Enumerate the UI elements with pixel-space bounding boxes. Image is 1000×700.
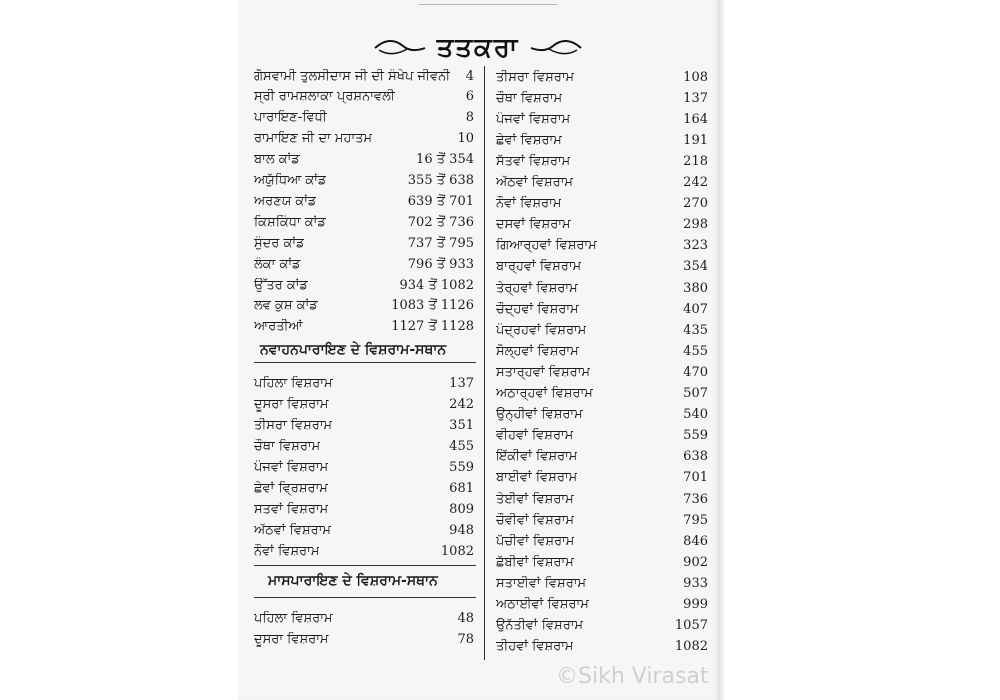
list-item xyxy=(254,500,474,520)
list-item xyxy=(496,405,708,425)
entry-label: ਉਨ੍ਹੀਵਾਂ ਵਿਸ਼ਰਾਮ xyxy=(496,407,583,423)
list-item xyxy=(496,320,708,340)
entry-label: ਗੋਸਵਾਮੀ ਤੁਲਸੀਦਾਸ ਜੀ ਦੀ ਸੰਖੇਪ ਜੀਵਨੀ xyxy=(254,68,451,84)
entry-label: ਕਿਸ਼ਕਿੰਧਾ ਕਾਂਡ xyxy=(254,214,326,230)
page-number: 407 xyxy=(683,301,708,317)
copyright-watermark: ©Sikh Virasat xyxy=(556,664,709,689)
list-item xyxy=(496,468,708,488)
entry-label: ਲੰਕਾ ਕਾਂਡ xyxy=(254,256,301,272)
entry-label: ਦਸਵਾਂ ਵਿਸ਼ਰਾਮ xyxy=(496,217,571,233)
entry-label: ਚੌਦ੍ਹਵਾਂ ਵਿਸ਼ਰਾਮ xyxy=(496,301,579,317)
list-item xyxy=(496,151,708,171)
list-item xyxy=(254,108,474,128)
mas-overline xyxy=(254,565,476,566)
page-number: 902 xyxy=(683,554,708,570)
entry-label: ਚੌਵੀਵਾਂ ਵਿਸ਼ਰਾਮ xyxy=(496,512,575,528)
entry-label: ਸੱਤਵਾਂ ਵਿਸ਼ਰਾਮ xyxy=(496,153,571,169)
entry-label: ਚੌਥਾ ਵਿਸ਼ਰਾਮ xyxy=(254,438,321,454)
entry-label: ਛੇਵਾਂ ਵਿਸ਼ਰਾਮ xyxy=(496,132,562,148)
entry-label: ਸੁੰਦਰ ਕਾਂਡ xyxy=(254,235,305,251)
page-number: 737 ਤੋਂ 795 xyxy=(407,235,474,251)
page-number: 191 xyxy=(683,132,708,148)
page-number: 1057 xyxy=(674,618,708,634)
entry-label: ਆਰਤੀਆਂ xyxy=(254,319,303,335)
list-item xyxy=(496,362,708,382)
list-item xyxy=(254,66,474,86)
page-number: 795 xyxy=(683,512,708,528)
page-number: 218 xyxy=(683,153,708,169)
page-number: 6 xyxy=(465,89,474,105)
page-number: 164 xyxy=(683,111,708,127)
page-number: 354 xyxy=(683,259,708,275)
page-number: 933 xyxy=(683,575,708,591)
entry-label: ਨੌਵਾਂ ਵਿਸ਼ਰਾਮ xyxy=(496,196,562,212)
entry-label: ਵੀਹਵਾਂ ਵਿਸ਼ਰਾਮ xyxy=(496,428,574,444)
mas-underline xyxy=(254,597,476,598)
list-item xyxy=(496,489,708,509)
page-number: 351 xyxy=(449,417,474,433)
page-number: 639 ਤੋਂ 701 xyxy=(407,193,474,209)
entry-label: ਸੋਲ੍ਹਵਾਂ ਵਿਸ਼ਰਾਮ xyxy=(496,343,579,359)
list-item xyxy=(496,384,708,404)
entry-label: ਉਨੱਤੀਵਾਂ ਵਿਸ਼ਰਾਮ xyxy=(496,618,584,634)
entry-label: ਪੰਜਵਾਂ ਵਿਸ਼ਰਾਮ xyxy=(496,111,571,127)
list-item xyxy=(254,415,474,435)
entry-label: ਬਾਲ ਕਾਂਡ xyxy=(254,152,300,168)
page-number: 559 xyxy=(449,459,474,475)
list-item xyxy=(496,637,708,657)
list-item xyxy=(496,510,708,530)
entry-label: ਅੱਠਵਾਂ ਵਿਸ਼ਰਾਮ xyxy=(254,523,331,539)
list-item xyxy=(496,552,708,572)
list-item xyxy=(254,457,474,477)
list-item xyxy=(496,109,708,129)
list-item xyxy=(496,595,708,615)
page-number: 48 xyxy=(457,610,474,626)
page-number: 137 xyxy=(449,375,474,391)
entry-label: ਇੱਕੀਵਾਂ ਵਿਸ਼ਰਾਮ xyxy=(496,449,578,465)
navahan-underline xyxy=(254,362,476,363)
entry-label: ਛੇਵਾਂ ਵ੍ਰਿਸ਼ਰਾਮ xyxy=(254,481,328,496)
list-item xyxy=(254,373,474,393)
list-item xyxy=(254,254,474,274)
page-number: 540 xyxy=(683,407,708,423)
list-item xyxy=(496,257,708,277)
list-item xyxy=(496,616,708,636)
list-item xyxy=(496,173,708,193)
page-number: 702 ਤੋਂ 736 xyxy=(407,214,474,230)
list-item xyxy=(254,275,474,295)
page-number: 323 xyxy=(683,238,708,254)
entry-label: ਬਾਈਵਾਂ ਵਿਸ਼ਰਾਮ xyxy=(496,470,578,486)
page-number: 507 xyxy=(683,386,708,401)
list-item xyxy=(254,296,474,316)
entry-label: ਤੇਈਵਾਂ ਵਿਸ਼ਰਾਮ xyxy=(496,491,574,507)
page-number: 846 xyxy=(683,533,708,549)
entry-label: ਅਰਣਯ ਕਾਂਡ xyxy=(254,193,317,209)
entry-label: ਸਤਾਰ੍ਹਵਾਂ ਵਿਸ਼ਰਾਮ xyxy=(496,364,591,380)
page-number: 270 xyxy=(683,196,708,212)
page-number: 298 xyxy=(683,217,708,233)
page-number: 796 ਤੋਂ 933 xyxy=(407,256,474,272)
page-number: 78 xyxy=(457,631,474,647)
list-item xyxy=(496,341,708,361)
entry-label: ਪਹਿਲਾ ਵਿਸ਼ਰਾਮ xyxy=(254,610,333,626)
entry-label: ਸਤਾਈਵਾਂ ਵਿਸ਼ਰਾਮ xyxy=(496,575,587,591)
page-number: 4 xyxy=(465,68,474,84)
mas-heading: ਮਾਸਪਾਰਾਇਣ ਦੇ ਵਿਸ਼ਰਾਮ-ਸਥਾਨ xyxy=(268,573,438,589)
list-item xyxy=(496,426,708,446)
page-number: 559 xyxy=(683,428,708,444)
page-number: 638 xyxy=(683,449,708,465)
page-number: 809 xyxy=(449,502,474,518)
list-item xyxy=(496,278,708,298)
entry-label: ਪੰਦ੍ਰਹਵਾਂ ਵਿਸ਼ਰਾਮ xyxy=(496,322,587,338)
entry-label: ਦੂਸਰਾ ਵਿਸ਼ਰਾਮ xyxy=(254,631,329,647)
entry-label: ਨੌਵਾਂ ਵਿਸ਼ਰਾਮ xyxy=(254,544,320,560)
entry-label: ਅੱਠਵਾਂ ਵਿਸ਼ਰਾਮ xyxy=(496,175,573,190)
page-number: 137 xyxy=(683,90,708,106)
entry-label: ਲਵ ਕੁਸ਼ ਕਾਂਡ xyxy=(254,298,318,314)
page-number: 999 xyxy=(683,597,708,612)
top-rule xyxy=(418,4,558,5)
list-item xyxy=(496,236,708,256)
page-number: 355 ਤੋਂ 638 xyxy=(407,173,474,188)
list-item xyxy=(254,436,474,456)
list-item xyxy=(254,212,474,232)
page-number: 1083 ਤੋਂ 1126 xyxy=(391,298,474,314)
entry-label: ਤੀਸਰਾ ਵਿਸ਼ਰਾਮ xyxy=(254,417,333,433)
list-item xyxy=(496,447,708,467)
entry-label: ਦੂਸਰਾ ਵਿਸ਼ਰਾਮ xyxy=(254,396,329,412)
page-number: 16 ਤੋਂ 354 xyxy=(416,152,474,168)
page-number: 435 xyxy=(683,322,708,338)
title-row xyxy=(368,30,588,66)
entry-label: ਤੀਹਵਾਂ ਵਿਸ਼ਰਾਮ xyxy=(496,639,574,655)
page-number: 8 xyxy=(465,110,474,126)
left-ornament-icon xyxy=(373,37,427,59)
navahan-heading: ਨਵਾਹਨਪਾਰਾਇਣ ਦੇ ਵਿਸ਼ਰਾਮ-ਸਥਾਨ xyxy=(260,342,447,358)
page-number: 455 xyxy=(449,438,474,454)
entry-label: ਛੱਬੀਵਾਂ ਵਿਸ਼ਰਾਮ xyxy=(496,554,574,570)
entry-label: ਚੌਥਾ ਵਿਸ਼ਰਾਮ xyxy=(496,90,563,106)
page-number: 1127 ਤੋਂ 1128 xyxy=(391,319,474,335)
entry-label: ਤੀਸਰਾ ਵਿਸ਼ਰਾਮ xyxy=(496,69,575,85)
page-number: 1082 xyxy=(440,544,474,560)
page-title: ਤਤਕਰਾ xyxy=(436,32,520,63)
page-number: 242 xyxy=(683,175,708,190)
book-page xyxy=(238,0,720,700)
entry-label: ਪਹਿਲਾ ਵਿਸ਼ਰਾਮ xyxy=(254,375,333,391)
entry-label: ਰਾਮਾਇਣ ਜੀ ਦਾ ਮਹਾਤਮ xyxy=(254,131,373,147)
list-item xyxy=(254,129,474,149)
list-item xyxy=(254,521,474,541)
entry-label: ਪਾਰਾਇਣ-ਵਿਧੀ xyxy=(254,110,327,126)
entry-label: ਉੱਤਰ ਕਾਂਡ xyxy=(254,277,308,293)
page-number: 948 xyxy=(449,523,474,539)
list-item xyxy=(496,299,708,319)
list-item xyxy=(254,87,474,107)
list-item xyxy=(254,479,474,499)
entry-label: ਤੇਰ੍ਹਵਾਂ ਵਿਸ਼ਰਾਮ xyxy=(496,280,578,296)
list-item xyxy=(496,88,708,108)
page-number: 736 xyxy=(683,491,708,507)
right-ornament-icon xyxy=(529,37,583,59)
entry-label: ਸ੍ਰੀ ਰਾਮਸ਼ਲਾਕਾ ਪ੍ਰਸ਼ਨਾਵਲੀ xyxy=(254,89,395,105)
page-number: 10 xyxy=(457,131,474,147)
list-item xyxy=(254,191,474,211)
page-number: 455 xyxy=(683,343,708,359)
list-item xyxy=(496,215,708,235)
list-item xyxy=(496,573,708,593)
page-number: 380 xyxy=(683,280,708,296)
list-item xyxy=(254,629,474,649)
entry-label: ਅਯੁੱਧਿਆ ਕਾਂਡ xyxy=(254,173,327,188)
page-number: 470 xyxy=(683,364,708,380)
page-number: 1082 xyxy=(674,639,708,655)
list-item xyxy=(254,150,474,170)
entry-label: ਸਤਵਾਂ ਵਿਸ਼ਰਾਮ xyxy=(254,502,329,518)
list-item xyxy=(254,394,474,414)
page-number: 701 xyxy=(683,470,708,486)
entry-label: ਪੰਜਵਾਂ ਵਿਸ਼ਰਾਮ xyxy=(254,459,329,475)
list-item xyxy=(254,233,474,253)
list-item xyxy=(496,194,708,214)
entry-label: ਬਾਰ੍ਹਵਾਂ ਵਿਸ਼ਰਾਮ xyxy=(496,259,582,275)
list-item xyxy=(496,67,708,87)
list-item xyxy=(254,317,474,337)
list-item xyxy=(254,542,474,562)
list-item xyxy=(496,130,708,150)
page-number: 108 xyxy=(683,69,708,85)
page-number: 681 xyxy=(449,481,474,496)
entry-label: ਗਿਆਰ੍ਹਵਾਂ ਵਿਸ਼ਰਾਮ xyxy=(496,238,597,254)
entry-label: ਅਠਾਈਵਾਂ ਵਿਸ਼ਰਾਮ xyxy=(496,597,589,612)
column-divider xyxy=(484,66,485,660)
entry-label: ਪੱਚੀਵਾਂ ਵਿਸ਼ਰਾਮ xyxy=(496,533,575,549)
list-item xyxy=(254,171,474,191)
page-number: 242 xyxy=(449,396,474,412)
list-item xyxy=(496,531,708,551)
page-number: 934 ਤੋਂ 1082 xyxy=(399,277,474,293)
page-edge xyxy=(720,0,726,700)
entry-label: ਅਠਾਰ੍ਹਵਾਂ ਵਿਸ਼ਰਾਮ xyxy=(496,386,593,401)
list-item xyxy=(254,608,474,628)
